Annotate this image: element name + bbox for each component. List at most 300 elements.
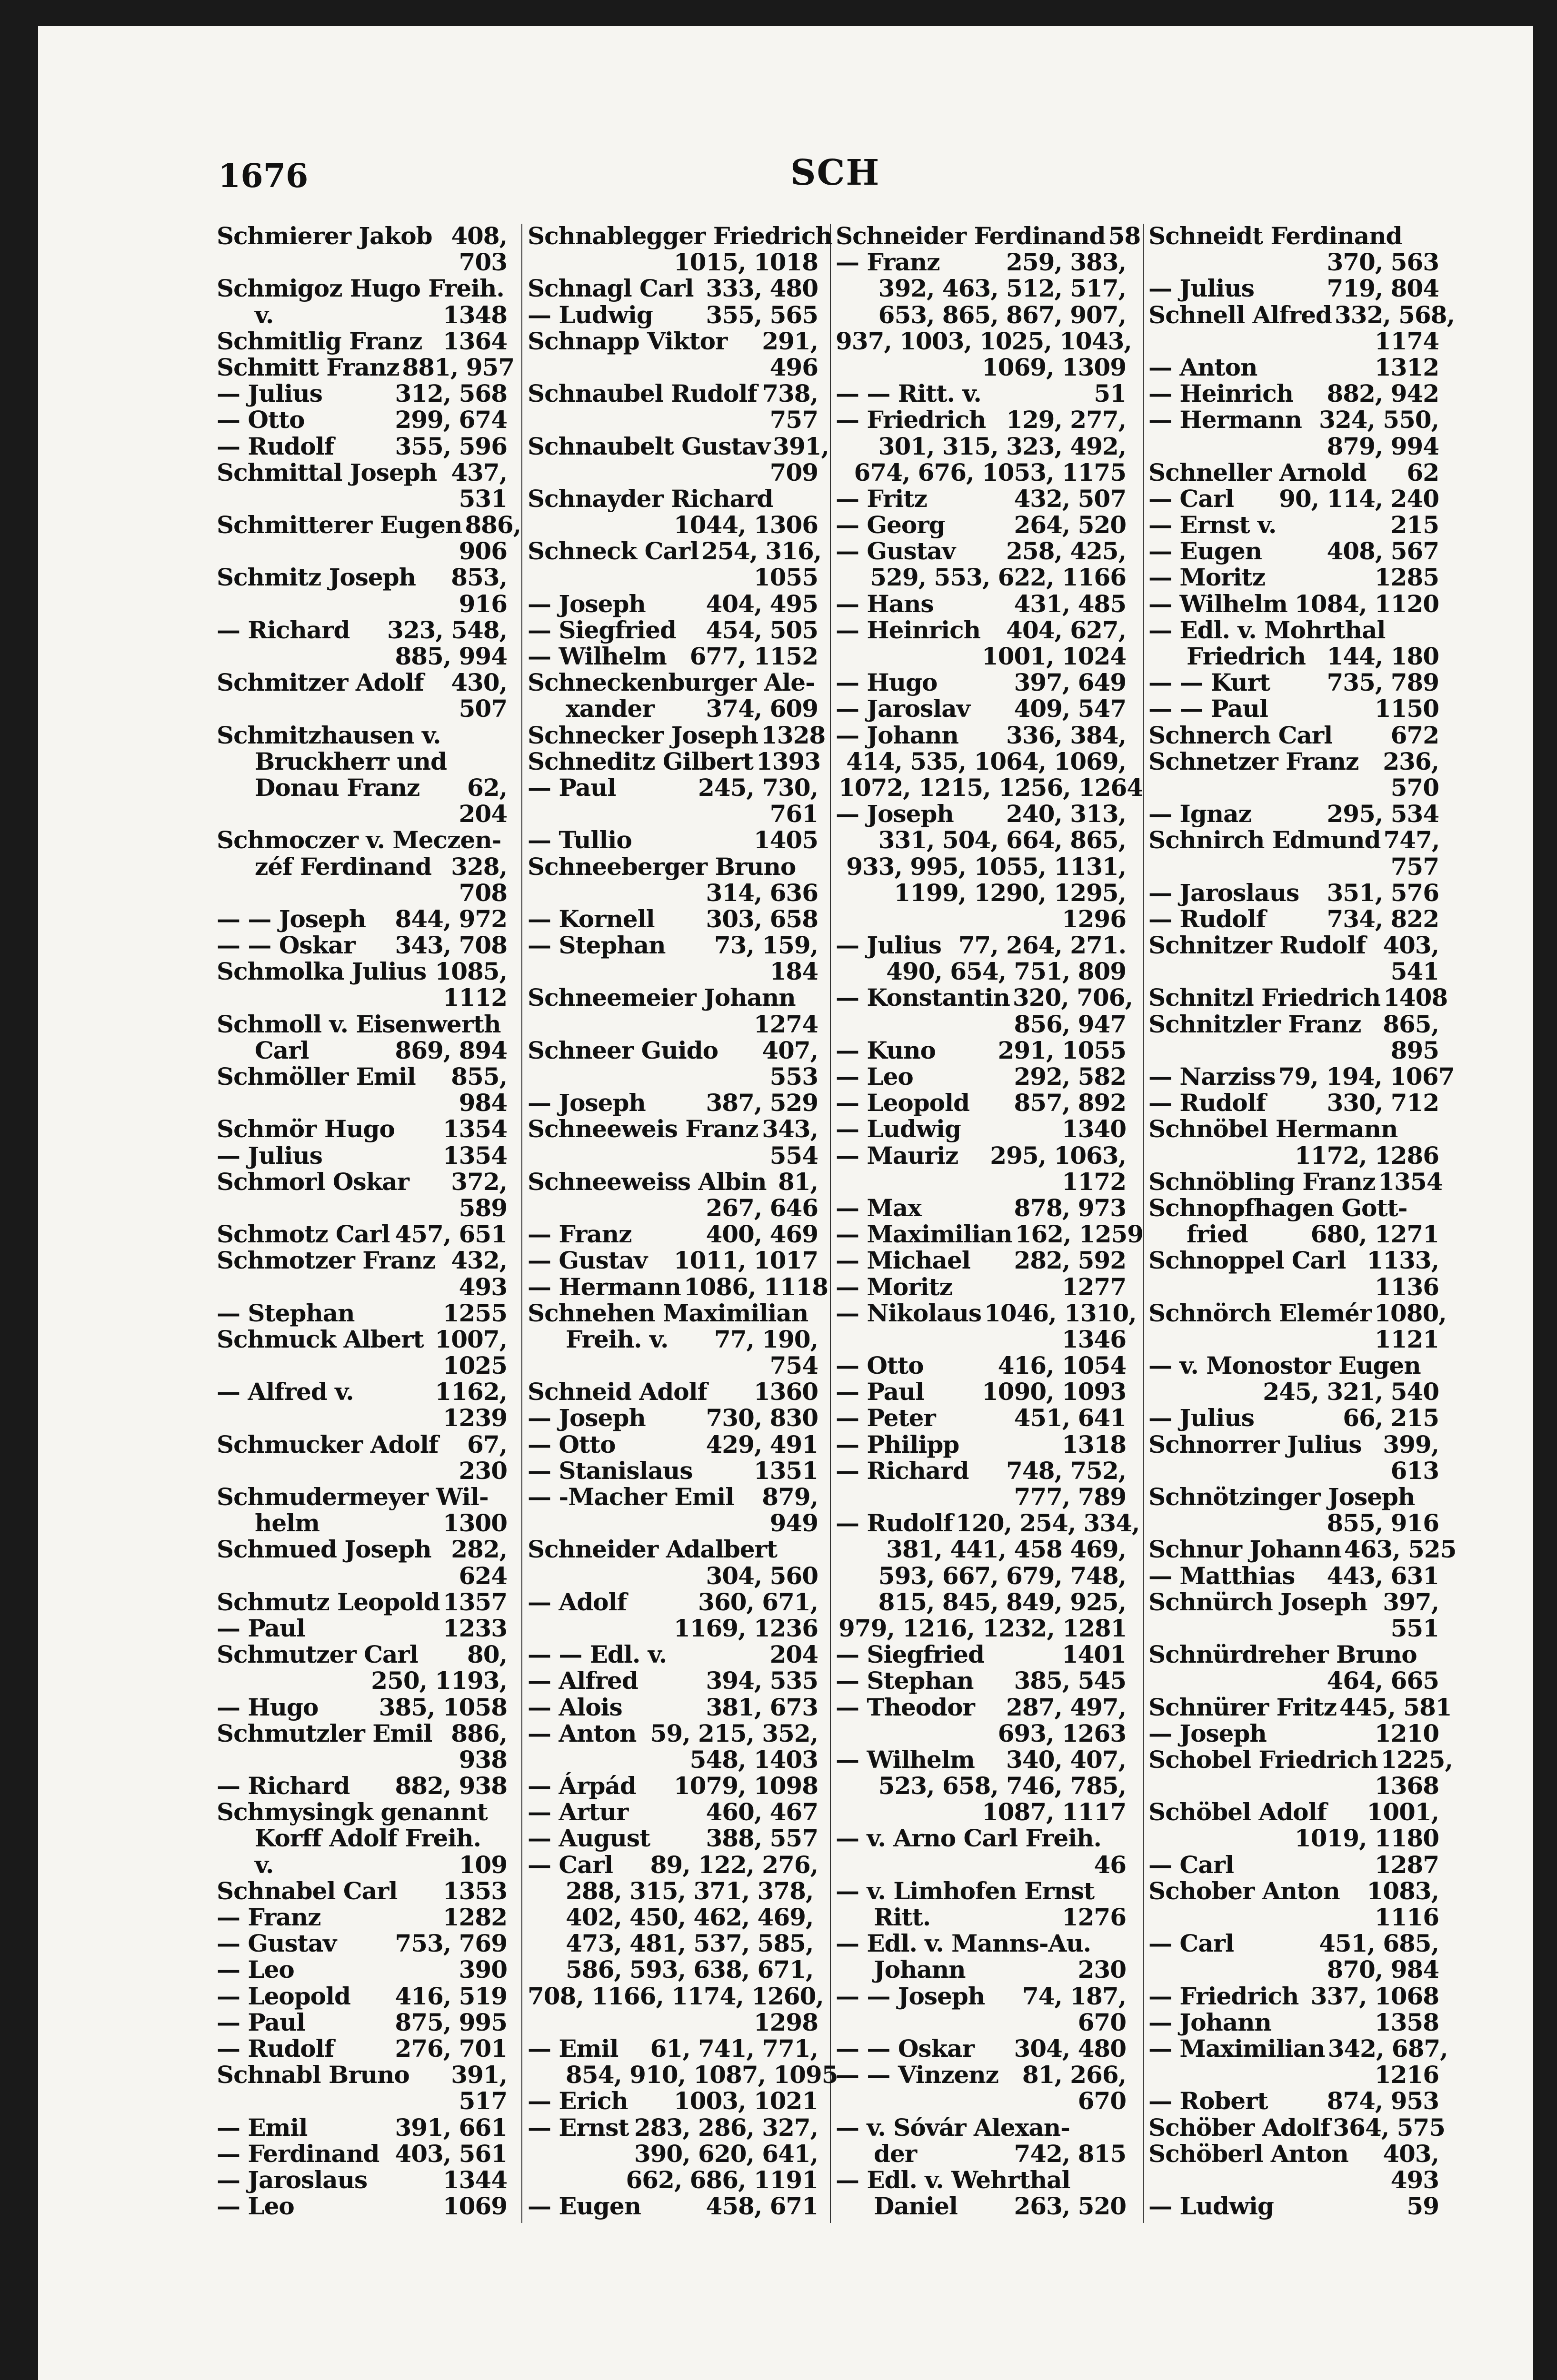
index-entry — [217, 880, 507, 906]
entry-name: Schnürdreher Bruno — [1148, 1640, 1417, 1669]
index-entry — [217, 380, 507, 407]
index-entry — [528, 1431, 818, 1458]
index-entry — [1148, 564, 1439, 590]
entry-name: Schnitzl Friedrich — [1148, 983, 1381, 1012]
entry-page-refs: 391, 661 — [395, 2113, 507, 2142]
index-entry — [528, 2167, 818, 2193]
entry-page-refs: 58 — [1108, 222, 1141, 250]
entry-page-refs: 62 — [1407, 458, 1439, 486]
entry-name: — Robert — [1148, 2087, 1268, 2115]
entry-name: — Matthias — [1148, 1561, 1295, 1590]
index-entry — [217, 1799, 507, 1825]
entry-page-refs: 59 — [1407, 2192, 1439, 2221]
index-entry — [1148, 2009, 1439, 2035]
entry-name: — Carl — [1148, 1929, 1234, 1958]
entry-name: zéf Ferdinand — [255, 852, 432, 881]
entry-name: — Leo — [217, 1955, 294, 1984]
entry-page-refs: 1340 — [1061, 1115, 1126, 1143]
index-entry — [1148, 459, 1439, 486]
entry-page-refs: 1011, 1017 — [673, 1246, 818, 1275]
entry-name: — Ludwig — [1148, 2192, 1274, 2221]
index-entry — [217, 1773, 507, 1799]
index-entry — [1148, 300, 1455, 329]
entry-page-refs: 355, 565 — [706, 300, 818, 329]
entry-page-refs: 409, 547 — [1014, 694, 1126, 723]
entry-page-refs: 355, 596 — [395, 432, 507, 460]
index-entry — [1148, 801, 1439, 827]
entry-page-refs: 59, 215, 352, — [650, 1719, 818, 1747]
index-entry — [217, 1930, 507, 1956]
index-entry — [217, 669, 507, 695]
entry-name: Schnürer Fritz — [1148, 1693, 1337, 1721]
entry-name: — Julius — [217, 379, 322, 408]
entry-page-refs: 312, 568 — [395, 379, 507, 408]
index-entry — [1148, 1378, 1439, 1405]
entry-name: Schnayder Richard — [528, 484, 773, 513]
entry-page-refs: 886, — [451, 1719, 507, 1747]
index-entry — [836, 1563, 1126, 1589]
index-entry — [1148, 249, 1439, 275]
index-entry — [1148, 1221, 1439, 1247]
entry-page-refs: 343, — [762, 1115, 818, 1143]
entry-name: — Otto — [836, 1351, 924, 1380]
entry-page-refs: 1085, — [435, 957, 507, 986]
entry-page-refs: 1121 — [1374, 1325, 1439, 1353]
index-entry — [528, 1090, 818, 1116]
index-entry — [217, 1431, 507, 1458]
index-entry — [836, 327, 1132, 355]
entry-page-refs: 295, 1063, — [990, 1141, 1126, 1170]
entry-name: — Philipp — [836, 1430, 959, 1458]
entry-name: — — Vinzenz — [836, 2061, 999, 2089]
entry-name: Schnitzler Franz — [1148, 1010, 1361, 1038]
index-entry — [528, 1300, 818, 1326]
index-entry — [528, 932, 818, 958]
index-entry — [1148, 275, 1439, 301]
entry-page-refs: 432, — [451, 1246, 507, 1275]
entry-name: — — Kurt — [1148, 668, 1270, 697]
index-entry — [836, 564, 1126, 590]
entry-name: — — Joseph — [836, 1982, 985, 2010]
entry-name: — Alois — [528, 1693, 622, 1721]
entry-name: — Ludwig — [836, 1115, 961, 1143]
index-entry — [1148, 958, 1439, 984]
entry-name: fried — [1187, 1220, 1248, 1249]
entry-page-refs: 523, 658, 746, 785, — [878, 1772, 1126, 1800]
entry-page-refs: 81, — [778, 1167, 818, 1196]
index-entry — [217, 1195, 507, 1221]
index-entry — [836, 1195, 1126, 1221]
entry-name: — v. Limhofen Ernst — [836, 1876, 1095, 1905]
entry-page-refs: 451, 685, — [1319, 1929, 1439, 1958]
entry-page-refs: 51 — [1094, 379, 1126, 408]
index-entry — [1148, 1693, 1452, 1721]
index-entry — [836, 1615, 1126, 1641]
entry-name: Schnopfhagen Gott- — [1148, 1193, 1407, 1222]
entry-name: — Julius — [1148, 274, 1254, 303]
entry-name: Schmoll v. Eisenwerth — [217, 1010, 501, 1038]
entry-page-refs: 493 — [459, 1272, 507, 1301]
entry-page-refs: 332, 568, — [1334, 300, 1455, 329]
entry-page-refs: 1233 — [442, 1614, 507, 1642]
entry-page-refs: 1358 — [1374, 2008, 1439, 2036]
index-entry — [528, 984, 818, 1011]
entry-name: Schnöbling Franz — [1148, 1167, 1376, 1196]
index-entry — [217, 2088, 507, 2114]
entry-page-refs: 282, 592 — [1014, 1246, 1126, 1275]
entry-page-refs: 879, 994 — [1327, 432, 1439, 460]
entry-page-refs: 408, — [451, 222, 507, 250]
entry-page-refs: 267, 646 — [706, 1193, 818, 1222]
entry-page-refs: 390 — [459, 1955, 507, 1984]
index-entry — [528, 617, 818, 643]
entry-name: Schneider Ferdinand — [836, 222, 1106, 250]
index-entry — [1148, 748, 1439, 774]
index-entry — [528, 1063, 818, 1090]
entry-page-refs: 399, — [1383, 1430, 1439, 1458]
entry-page-refs: 734, 822 — [1327, 904, 1439, 933]
index-entry — [836, 1983, 1126, 2009]
entry-page-refs: 79, 194, 1067 — [1278, 1062, 1455, 1091]
entry-page-refs: 259, 383, — [1006, 248, 1126, 277]
entry-name: Ritt. — [874, 1903, 931, 1931]
index-entry — [836, 354, 1126, 380]
entry-page-refs: 662, 686, 1191 — [626, 2165, 818, 2194]
entry-page-refs: 1346 — [1061, 1325, 1126, 1353]
index-entry — [528, 537, 822, 565]
index-entry — [217, 1615, 507, 1641]
entry-page-refs: 1351 — [753, 1456, 818, 1485]
index-entry — [836, 932, 1126, 958]
index-entry — [836, 1720, 1126, 1746]
entry-page-refs: 856, 947 — [1014, 1010, 1126, 1038]
index-entry — [1148, 853, 1439, 880]
entry-name: Schmudermeyer Wil- — [217, 1483, 489, 1511]
index-entry — [217, 1956, 507, 1983]
entry-page-refs: 204 — [459, 800, 507, 828]
entry-name: — Carl — [528, 1850, 613, 1879]
entry-name: Schmitzer Adolf — [217, 668, 424, 697]
entry-page-refs: 517 — [459, 2087, 507, 2115]
entry-page-refs: 1357 — [442, 1587, 507, 1616]
index-entry — [836, 1458, 1126, 1484]
index-entry — [528, 1773, 818, 1799]
entry-name: — Eugen — [1148, 537, 1262, 565]
index-entry — [1148, 1745, 1453, 1774]
index-entry — [1148, 1195, 1439, 1221]
entry-name: Schmotz Carl — [217, 1220, 390, 1249]
entry-page-refs: 303, 658 — [706, 904, 818, 933]
entry-page-refs: 1354 — [442, 1141, 507, 1170]
entry-name: — Julius — [217, 1141, 322, 1170]
index-entry — [528, 643, 818, 669]
entry-name: Schnell Alfred — [1148, 300, 1332, 329]
entry-page-refs: 855, — [451, 1062, 507, 1091]
index-entry — [836, 249, 1126, 275]
index-entry — [528, 2088, 818, 2114]
index-entry — [836, 773, 1143, 802]
entry-page-refs: 529, 553, 622, 1166 — [870, 563, 1126, 592]
entry-page-refs: 885, 994 — [395, 642, 507, 670]
entry-page-refs: 1274 — [753, 1010, 818, 1038]
index-entry — [836, 1431, 1126, 1458]
index-entry — [1148, 906, 1439, 932]
index-entry — [836, 1274, 1126, 1300]
entry-name: — -Macher Emil — [528, 1483, 734, 1511]
entry-name: — Edl. v. Manns-Au. — [836, 1929, 1091, 1958]
entry-page-refs: 457, 651 — [395, 1220, 507, 1249]
entry-name: — Heinrich — [1148, 379, 1293, 408]
entry-name: — Artur — [528, 1798, 629, 1826]
index-entry — [528, 1956, 818, 1983]
index-entry — [528, 354, 818, 380]
index-entry — [528, 1116, 818, 1142]
entry-page-refs: 672 — [1390, 721, 1439, 749]
index-entry — [1148, 1326, 1439, 1352]
index-entry — [836, 1878, 1126, 1904]
entry-name: — Otto — [528, 1430, 616, 1458]
index-entry — [528, 2141, 818, 2167]
index-entry — [217, 1720, 507, 1746]
entry-name: 937, 1003, 1025, 1043, — [836, 327, 1132, 355]
entry-page-refs: 385, 1058 — [379, 1693, 507, 1721]
entry-page-refs: 507 — [459, 694, 507, 723]
entry-page-refs: 949 — [769, 1509, 818, 1537]
entry-page-refs: 283, 286, 327, — [634, 2113, 818, 2142]
entry-page-refs: 1080, — [1374, 1299, 1447, 1327]
entry-name: Schneeweis Franz — [528, 1115, 759, 1143]
index-entry — [528, 1720, 818, 1746]
index-entry — [836, 1405, 1126, 1431]
entry-name: — Erich — [528, 2087, 628, 2115]
entry-page-refs: 374, 609 — [706, 694, 818, 723]
index-entry — [528, 801, 818, 827]
entry-name: — — Paul — [1148, 694, 1268, 723]
entry-name: — — Oskar — [217, 931, 355, 960]
entry-name: 288, 315, 371, 378, — [566, 1876, 814, 1905]
entry-name: — Jaroslav — [836, 694, 970, 723]
entry-name: — Ernst v. — [1148, 511, 1277, 539]
index-entry — [836, 1116, 1126, 1142]
entry-name: Schnitzer Rudolf — [1148, 931, 1366, 960]
entry-page-refs: 855, 916 — [1327, 1509, 1439, 1537]
entry-page-refs: 240, 313, — [1006, 800, 1126, 828]
entry-page-refs: 432, 507 — [1014, 484, 1126, 513]
entry-page-refs: 333, 480 — [706, 274, 818, 303]
entry-name: — Richard — [217, 615, 350, 644]
entry-page-refs: 245, 730, — [698, 773, 818, 802]
entry-name: — Franz — [528, 1220, 632, 1249]
entry-page-refs: 81, 266, — [1022, 2061, 1126, 2089]
index-entry — [1148, 1720, 1439, 1746]
entry-page-refs: 761 — [769, 800, 818, 828]
index-entry — [528, 1169, 818, 1195]
entry-page-refs: 874, 953 — [1327, 2087, 1439, 2115]
entry-name: Schmued Joseph — [217, 1535, 431, 1564]
index-entry — [217, 1247, 507, 1273]
entry-page-refs: 429, 491 — [706, 1430, 818, 1458]
entry-page-refs: 304, 560 — [706, 1561, 818, 1590]
entry-page-refs: 703 — [459, 248, 507, 277]
entry-name: Schnagl Carl — [528, 274, 694, 303]
entry-name: — Wilhelm — [836, 1745, 975, 1774]
index-entry — [1148, 1299, 1447, 1327]
entry-page-refs: 531 — [459, 484, 507, 513]
entry-page-refs: 1368 — [1374, 1772, 1439, 1800]
entry-page-refs: 46 — [1094, 1850, 1126, 1879]
index-entry — [836, 2035, 1126, 2062]
index-entry — [217, 1510, 507, 1536]
entry-page-refs: 1300 — [442, 1509, 507, 1537]
index-entry — [1148, 1458, 1439, 1484]
entry-page-refs: 464, 665 — [1327, 1666, 1439, 1695]
index-entry — [528, 2035, 818, 2062]
entry-page-refs: 388, 557 — [706, 1824, 818, 1853]
entry-page-refs: 400, 469 — [706, 1220, 818, 1249]
entry-name: Schneditz Gilbert — [528, 747, 753, 775]
entry-name: — Georg — [836, 511, 945, 539]
index-entry — [1148, 1352, 1439, 1378]
entry-name: — v. Monostor Eugen — [1148, 1351, 1421, 1380]
entry-page-refs: 1328 — [761, 721, 826, 749]
entry-name: — Joseph — [528, 1089, 646, 1117]
entry-page-refs: 757 — [1390, 852, 1439, 881]
entry-name: — Maximilian — [1148, 2034, 1325, 2063]
entry-page-refs: 162, 1259 — [1015, 1220, 1143, 1249]
entry-name: — August — [528, 1824, 650, 1853]
entry-page-refs: 287, 497, — [1006, 1693, 1126, 1721]
entry-name: Schmierer Jakob — [217, 222, 432, 250]
entry-page-refs: 245, 321, 540 — [1263, 1378, 1439, 1406]
index-entry — [528, 721, 826, 749]
entry-page-refs: 1172, 1286 — [1294, 1141, 1439, 1170]
entry-name: Schnötzinger Joseph — [1148, 1483, 1415, 1511]
entry-page-refs: 1277 — [1061, 1272, 1126, 1301]
entry-name: — Leo — [836, 1062, 913, 1091]
index-entry — [528, 275, 818, 301]
index-entry — [1148, 354, 1439, 380]
entry-page-refs: 340, 407, — [1006, 1745, 1126, 1774]
index-entry — [1148, 538, 1439, 564]
entry-name: Schneer Guido — [528, 1036, 718, 1064]
entry-name: Schneemeier Johann — [528, 983, 796, 1012]
entry-page-refs: 343, 708 — [395, 931, 507, 960]
entry-page-refs: 1084, 1120 — [1294, 589, 1439, 618]
entry-name: — Peter — [836, 1404, 936, 1432]
entry-page-refs: 708 — [459, 878, 507, 907]
entry-page-refs: 1007, — [435, 1325, 507, 1353]
index-entry — [217, 538, 507, 564]
index-entry — [528, 1799, 818, 1825]
index-entry — [217, 2193, 507, 2219]
entry-name: — Moritz — [1148, 563, 1265, 592]
index-entry — [217, 1983, 507, 2009]
entry-page-refs: 407, — [762, 1036, 818, 1064]
entry-name: — Michael — [836, 1246, 970, 1275]
entry-page-refs: 1216 — [1374, 2061, 1439, 2089]
entry-name: — Siegfried — [528, 615, 676, 644]
entry-name: Schmysingk genannt — [217, 1798, 488, 1826]
entry-page-refs: 1001, — [1367, 1798, 1439, 1826]
entry-name: — Rudolf — [1148, 1089, 1266, 1117]
entry-name: Schnetzer Franz — [1148, 747, 1359, 775]
index-entry — [528, 512, 818, 538]
entry-name: Schnabel Carl — [217, 1876, 398, 1905]
entry-name: — Stephan — [836, 1666, 974, 1695]
entry-page-refs: 719, 804 — [1327, 274, 1439, 303]
entry-name: — Anton — [528, 1719, 637, 1747]
index-entry — [217, 1037, 507, 1063]
index-entry — [528, 1405, 818, 1431]
index-entry — [1148, 1274, 1439, 1300]
index-entry — [528, 459, 818, 486]
entry-page-refs: 337, 1068 — [1310, 1982, 1439, 2010]
entry-name: Schnapp Viktor — [528, 327, 728, 355]
entry-page-refs: 351, 576 — [1327, 878, 1439, 907]
index-entry — [217, 1221, 507, 1247]
index-entry — [836, 1930, 1126, 1956]
index-entry — [836, 1011, 1126, 1037]
entry-name: Schnaubel Rudolf — [528, 379, 757, 408]
entry-name: Schmitlig Franz — [217, 327, 422, 355]
entry-page-refs: 1162, — [435, 1378, 507, 1406]
index-entry — [217, 302, 507, 328]
entry-page-refs: 129, 277, — [1006, 406, 1126, 434]
index-entry — [528, 1458, 818, 1484]
index-entry — [1148, 1983, 1439, 2009]
index-entry — [836, 538, 1126, 564]
entry-name: Schmoczer v. Meczen- — [217, 826, 501, 854]
entry-page-refs: 397, — [1383, 1587, 1439, 1616]
entry-page-refs: 336, 384, — [1006, 721, 1126, 749]
entry-name: Schmittal Joseph — [217, 458, 437, 486]
index-entry — [1148, 1247, 1439, 1273]
index-entry — [1148, 1484, 1439, 1510]
entry-name: — Hermann — [528, 1272, 681, 1301]
index-entry — [528, 1694, 818, 1720]
index-entry — [528, 486, 818, 512]
entry-page-refs: 460, 467 — [706, 1798, 818, 1826]
entry-name: — Konstantin — [836, 983, 1010, 1012]
entry-page-refs: 1015, 1018 — [673, 248, 818, 277]
entry-page-refs: 387, 529 — [706, 1089, 818, 1117]
entry-name: — Alfred v. — [217, 1378, 354, 1406]
entry-page-refs: 330, 712 — [1327, 1089, 1439, 1117]
index-entry — [528, 695, 818, 722]
entry-page-refs: 541 — [1390, 957, 1439, 986]
entry-page-refs: 372, — [451, 1167, 507, 1196]
entry-name: Schober Anton — [1148, 1876, 1340, 1905]
index-entry — [836, 1142, 1126, 1169]
entry-name: Schmorl Oskar — [217, 1167, 409, 1196]
entry-name: Schmuck Albert — [217, 1325, 424, 1353]
index-entry — [1148, 1062, 1455, 1091]
index-entry — [836, 983, 1133, 1012]
entry-page-refs: 328, — [451, 852, 507, 881]
index-entry — [217, 932, 507, 958]
entry-page-refs: 906 — [459, 537, 507, 565]
index-entry — [836, 1799, 1126, 1825]
entry-page-refs: 1405 — [753, 826, 818, 854]
index-entry — [836, 1090, 1126, 1116]
index-entry — [1148, 1589, 1439, 1615]
index-entry — [528, 1589, 818, 1615]
entry-name: 854, 910, 1087, 1095 — [566, 2061, 838, 2089]
entry-name: — Julius — [1148, 1404, 1254, 1432]
entry-page-refs: 1364 — [442, 327, 507, 355]
index-entry — [528, 669, 818, 695]
entry-page-refs: 754 — [769, 1351, 818, 1380]
